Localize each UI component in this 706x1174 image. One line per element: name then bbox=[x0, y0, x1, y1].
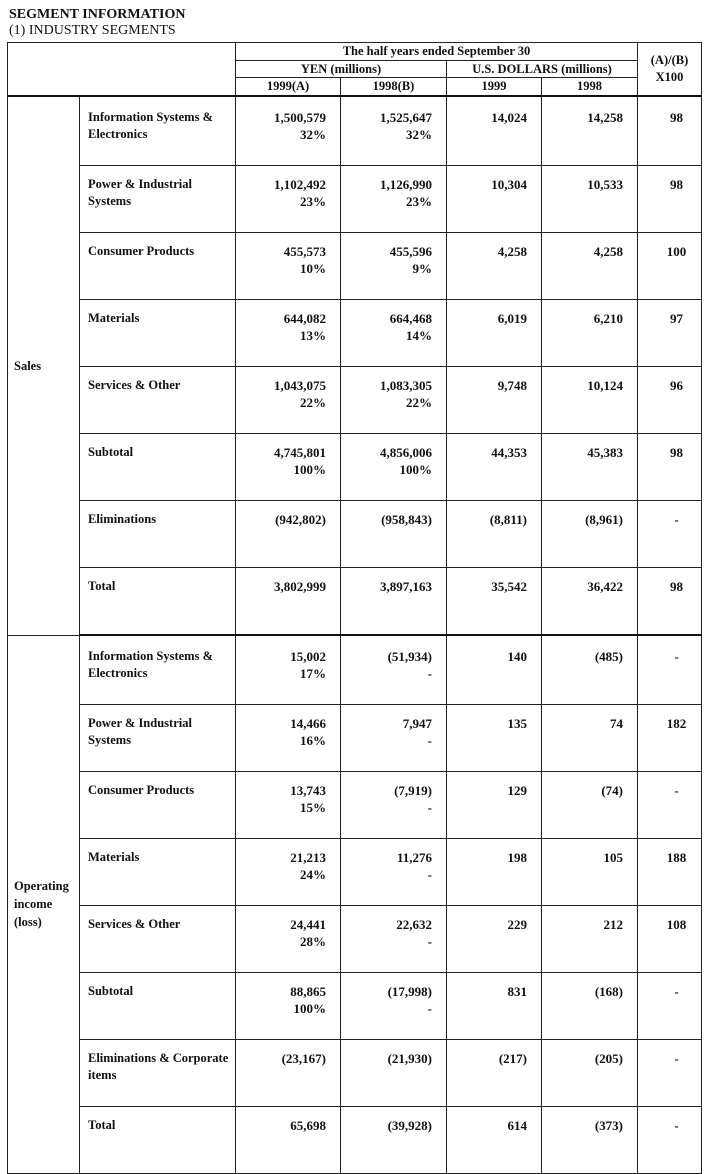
ratio-cell: 97 bbox=[638, 300, 702, 367]
yen-1999-share: 28% bbox=[300, 934, 326, 949]
usd-1998-cell: 212 bbox=[542, 906, 638, 973]
row-label: Materials bbox=[80, 300, 236, 367]
table-row bbox=[8, 1040, 702, 1107]
yen-1998-cell bbox=[341, 501, 447, 568]
yen-1998-value: 22,632 bbox=[396, 917, 432, 932]
yen-1998-cell bbox=[341, 568, 447, 636]
usd-1998-cell: 10,124 bbox=[542, 367, 638, 434]
yen-1999-share: 15% bbox=[300, 800, 326, 815]
usd-1999-cell: 614 bbox=[447, 1107, 542, 1174]
row-label: Materials bbox=[80, 839, 236, 906]
yen-1998-cell bbox=[341, 839, 447, 906]
usd-1998-cell: 6,210 bbox=[542, 300, 638, 367]
yen-1998-cell bbox=[341, 96, 447, 166]
table-row bbox=[8, 1107, 702, 1174]
yen-1999-value: 88,865 bbox=[290, 984, 326, 999]
ratio-cell: 98 bbox=[638, 96, 702, 166]
yen-1999-cell bbox=[236, 96, 341, 166]
row-label: Eliminations & Corporate items bbox=[80, 1040, 236, 1107]
yen-1999-share: 22% bbox=[300, 395, 326, 410]
usd-1999-cell: 135 bbox=[447, 705, 542, 772]
yen-1999-cell bbox=[236, 1040, 341, 1107]
row-label: Information Systems & Electronics bbox=[80, 635, 236, 705]
usd-1999-cell: 4,258 bbox=[447, 233, 542, 300]
ratio-header-top: (A)/(B) bbox=[650, 53, 689, 67]
table-row bbox=[8, 705, 702, 772]
year-header-yen-1998: 1998(B) bbox=[341, 78, 447, 97]
yen-1998-value: (39,928) bbox=[387, 1118, 432, 1133]
yen-1999-share: 13% bbox=[300, 328, 326, 343]
usd-1998-cell: (168) bbox=[542, 973, 638, 1040]
row-label: Subtotal bbox=[80, 434, 236, 501]
header-blank-cell bbox=[8, 43, 236, 97]
yen-1999-cell bbox=[236, 635, 341, 705]
yen-1999-value: 14,466 bbox=[290, 716, 326, 731]
yen-1998-value: (958,843) bbox=[381, 512, 432, 527]
yen-1998-value: 7,947 bbox=[402, 716, 432, 731]
ratio-cell: - bbox=[638, 1040, 702, 1107]
row-label: Power & Industrial Systems bbox=[80, 166, 236, 233]
yen-1999-value: 1,043,075 bbox=[274, 378, 326, 393]
table-row bbox=[8, 772, 702, 839]
ratio-cell: - bbox=[638, 772, 702, 839]
yen-1999-cell bbox=[236, 1107, 341, 1174]
yen-1998-cell bbox=[341, 1107, 447, 1174]
group-label: Operating income (loss) bbox=[8, 635, 80, 1174]
yen-1999-share: 100% bbox=[293, 462, 326, 477]
yen-1999-value: (23,167) bbox=[281, 1051, 326, 1066]
year-header-yen-1999: 1999(A) bbox=[236, 78, 341, 97]
usd-1998-cell: 10,533 bbox=[542, 166, 638, 233]
table-row bbox=[8, 568, 702, 636]
yen-1999-value: 1,102,492 bbox=[274, 177, 326, 192]
yen-1999-cell bbox=[236, 300, 341, 367]
yen-1999-share: 100% bbox=[293, 1001, 326, 1016]
yen-1999-cell bbox=[236, 166, 341, 233]
yen-1999-value: 13,743 bbox=[290, 783, 326, 798]
yen-1998-share: 14% bbox=[406, 328, 432, 343]
table-row bbox=[8, 501, 702, 568]
usd-1998-cell: 14,258 bbox=[542, 96, 638, 166]
ratio-cell: - bbox=[638, 501, 702, 568]
yen-1999-cell bbox=[236, 973, 341, 1040]
yen-1999-value: 21,213 bbox=[290, 850, 326, 865]
usd-1999-cell: 129 bbox=[447, 772, 542, 839]
usd-1998-cell: 105 bbox=[542, 839, 638, 906]
yen-1998-cell bbox=[341, 1040, 447, 1107]
yen-1998-value: 3,897,163 bbox=[380, 579, 432, 594]
yen-1999-cell bbox=[236, 772, 341, 839]
yen-1998-share: 32% bbox=[406, 127, 432, 142]
usd-1998-cell: 4,258 bbox=[542, 233, 638, 300]
row-label: Services & Other bbox=[80, 906, 236, 973]
row-label: Consumer Products bbox=[80, 233, 236, 300]
yen-1999-value: 4,745,801 bbox=[274, 445, 326, 460]
table-row bbox=[8, 233, 702, 300]
row-label: Consumer Products bbox=[80, 772, 236, 839]
yen-1998-value: 1,525,647 bbox=[380, 110, 432, 125]
header-row-period bbox=[8, 43, 702, 61]
ratio-cell: 100 bbox=[638, 233, 702, 300]
yen-1999-cell bbox=[236, 233, 341, 300]
table-row bbox=[8, 906, 702, 973]
ratio-cell: 98 bbox=[638, 568, 702, 636]
yen-1998-value: (51,934) bbox=[387, 649, 432, 664]
yen-1998-share: - bbox=[427, 666, 432, 681]
yen-1999-cell bbox=[236, 501, 341, 568]
usd-1999-cell: (217) bbox=[447, 1040, 542, 1107]
yen-1998-cell bbox=[341, 166, 447, 233]
yen-1998-value: (7,919) bbox=[394, 783, 432, 798]
yen-1998-share: - bbox=[427, 800, 432, 815]
usd-1998-cell: 36,422 bbox=[542, 568, 638, 636]
ratio-cell: - bbox=[638, 1107, 702, 1174]
usd-1999-cell: 140 bbox=[447, 635, 542, 705]
usd-1999-cell: 10,304 bbox=[447, 166, 542, 233]
yen-1999-share: 17% bbox=[300, 666, 326, 681]
table-row bbox=[8, 367, 702, 434]
yen-1998-cell bbox=[341, 635, 447, 705]
ratio-cell: 98 bbox=[638, 434, 702, 501]
period-header: The half years ended September 30 bbox=[236, 43, 638, 61]
table-row bbox=[8, 973, 702, 1040]
usd-1998-cell: 74 bbox=[542, 705, 638, 772]
yen-1998-cell bbox=[341, 973, 447, 1040]
page-subtitle: (1) INDUSTRY SEGMENTS bbox=[9, 23, 176, 38]
usd-1999-cell: 35,542 bbox=[447, 568, 542, 636]
yen-1999-share: 16% bbox=[300, 733, 326, 748]
yen-1998-share: 22% bbox=[406, 395, 432, 410]
yen-1999-value: 24,441 bbox=[290, 917, 326, 932]
usd-1998-cell: (485) bbox=[542, 635, 638, 705]
ratio-header bbox=[638, 43, 702, 97]
yen-1999-cell bbox=[236, 906, 341, 973]
yen-1998-value: 1,126,990 bbox=[380, 177, 432, 192]
row-label: Eliminations bbox=[80, 501, 236, 568]
yen-1998-cell bbox=[341, 772, 447, 839]
table-row bbox=[8, 839, 702, 906]
yen-1999-value: 1,500,579 bbox=[274, 110, 326, 125]
row-label: Power & Industrial Systems bbox=[80, 705, 236, 772]
yen-1999-cell bbox=[236, 367, 341, 434]
ratio-cell: 188 bbox=[638, 839, 702, 906]
usd-1999-cell: 198 bbox=[447, 839, 542, 906]
yen-1998-share: - bbox=[427, 733, 432, 748]
ratio-cell: 108 bbox=[638, 906, 702, 973]
yen-1999-cell bbox=[236, 839, 341, 906]
yen-1998-cell bbox=[341, 705, 447, 772]
yen-1998-cell bbox=[341, 434, 447, 501]
group-label: Sales bbox=[8, 96, 80, 635]
yen-header: YEN (millions) bbox=[236, 61, 447, 78]
row-label: Subtotal bbox=[80, 973, 236, 1040]
usd-1999-cell: 229 bbox=[447, 906, 542, 973]
yen-1998-cell bbox=[341, 367, 447, 434]
usd-1999-cell: 831 bbox=[447, 973, 542, 1040]
yen-1999-cell bbox=[236, 705, 341, 772]
yen-1999-share: 32% bbox=[300, 127, 326, 142]
usd-1999-cell: 14,024 bbox=[447, 96, 542, 166]
yen-1999-value: 65,698 bbox=[290, 1118, 326, 1133]
yen-1998-value: 455,596 bbox=[389, 244, 432, 259]
usd-header: U.S. DOLLARS (millions) bbox=[447, 61, 638, 78]
yen-1998-value: 664,468 bbox=[389, 311, 432, 326]
table-row bbox=[8, 166, 702, 233]
yen-1999-cell bbox=[236, 434, 341, 501]
yen-1998-share: 9% bbox=[412, 261, 432, 276]
yen-1998-value: 11,276 bbox=[396, 850, 432, 865]
yen-1999-value: 644,082 bbox=[283, 311, 326, 326]
table-row bbox=[8, 434, 702, 501]
ratio-cell: 98 bbox=[638, 166, 702, 233]
yen-1998-share: - bbox=[427, 867, 432, 882]
yen-1999-share: 10% bbox=[300, 261, 326, 276]
segment-table bbox=[7, 42, 702, 1174]
yen-1998-cell bbox=[341, 300, 447, 367]
yen-1998-value: 4,856,006 bbox=[380, 445, 432, 460]
yen-1998-value: 1,083,305 bbox=[380, 378, 432, 393]
table-row bbox=[8, 96, 702, 166]
usd-1999-cell: 44,353 bbox=[447, 434, 542, 501]
row-label: Services & Other bbox=[80, 367, 236, 434]
year-header-usd-1999: 1999 bbox=[447, 78, 542, 97]
yen-1998-share: - bbox=[427, 934, 432, 949]
row-label: Total bbox=[80, 1107, 236, 1174]
yen-1998-value: (21,930) bbox=[387, 1051, 432, 1066]
yen-1999-share: 23% bbox=[300, 194, 326, 209]
ratio-cell: - bbox=[638, 973, 702, 1040]
yen-1999-share: 24% bbox=[300, 867, 326, 882]
usd-1998-cell: (205) bbox=[542, 1040, 638, 1107]
yen-1998-cell bbox=[341, 906, 447, 973]
yen-1998-value: (17,998) bbox=[387, 984, 432, 999]
row-label: Information Systems & Electronics bbox=[80, 96, 236, 166]
table-row bbox=[8, 300, 702, 367]
year-header-usd-1998: 1998 bbox=[542, 78, 638, 97]
ratio-header-bottom: X100 bbox=[655, 70, 684, 84]
yen-1999-value: 455,573 bbox=[283, 244, 326, 259]
ratio-cell: 96 bbox=[638, 367, 702, 434]
row-label: Total bbox=[80, 568, 236, 636]
yen-1998-cell bbox=[341, 233, 447, 300]
yen-1998-share: - bbox=[427, 1001, 432, 1016]
yen-1998-share: 100% bbox=[399, 462, 432, 477]
usd-1999-cell: 6,019 bbox=[447, 300, 542, 367]
usd-1998-cell: (8,961) bbox=[542, 501, 638, 568]
usd-1999-cell: 9,748 bbox=[447, 367, 542, 434]
usd-1999-cell: (8,811) bbox=[447, 501, 542, 568]
usd-1998-cell: 45,383 bbox=[542, 434, 638, 501]
yen-1999-value: 15,002 bbox=[290, 649, 326, 664]
yen-1999-value: (942,802) bbox=[275, 512, 326, 527]
yen-1999-cell bbox=[236, 568, 341, 636]
yen-1998-share: 23% bbox=[406, 194, 432, 209]
usd-1998-cell: (373) bbox=[542, 1107, 638, 1174]
table-row bbox=[8, 635, 702, 705]
usd-1998-cell: (74) bbox=[542, 772, 638, 839]
ratio-cell: - bbox=[638, 635, 702, 705]
yen-1999-value: 3,802,999 bbox=[274, 579, 326, 594]
page-title: SEGMENT INFORMATION bbox=[9, 7, 186, 22]
ratio-cell: 182 bbox=[638, 705, 702, 772]
